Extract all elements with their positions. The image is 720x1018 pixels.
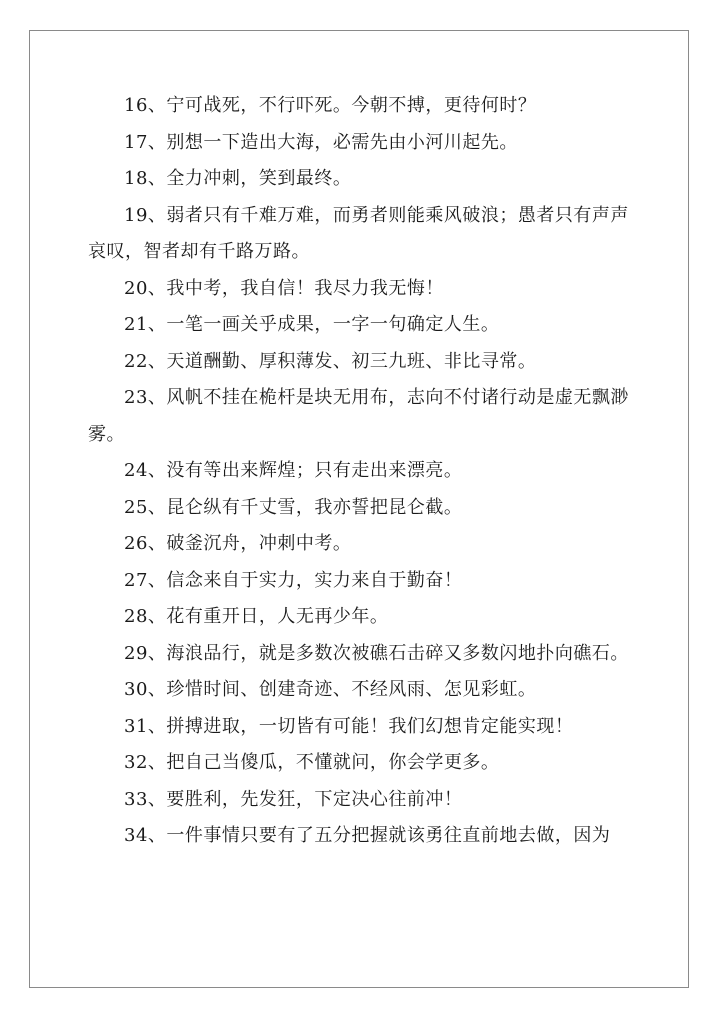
paragraph-18: 18、全力冲刺，笑到最终。 bbox=[124, 168, 352, 189]
paragraph-30: 30、珍惜时间、创建奇迹、不经风雨、怎见彩虹。 bbox=[124, 679, 537, 700]
paragraph-32: 32、把自己当傻瓜，不懂就问，你会学更多。 bbox=[124, 752, 500, 773]
paragraph-28: 28、花有重开日，人无再少年。 bbox=[124, 606, 389, 627]
paragraph-16: 16、宁可战死，不行吓死。今朝不搏，更待何时？ bbox=[124, 95, 537, 116]
paragraph-17: 17、别想一下造出大海，必需先由小河川起先。 bbox=[124, 131, 518, 153]
paragraph-26: 26、破釜沉舟，冲刺中考。 bbox=[124, 533, 352, 554]
paragraph-34: 34、一件事情只要有了五分把握就该勇往直前地去做，因为 bbox=[124, 825, 611, 846]
paragraph-25: 25、昆仑纵有千丈雪，我亦誓把昆仑截。 bbox=[124, 496, 463, 518]
paragraph-21: 21、一笔一画关乎成果，一字一句确定人生。 bbox=[124, 314, 500, 335]
paragraph-19: 19、弱者只有千难万难，而勇者则能乘风破浪；愚者只有声声哀叹，智者却有千路万路。 bbox=[88, 204, 629, 262]
paragraph-24: 24、没有等出来辉煌；只有走出来漂亮。 bbox=[124, 460, 463, 481]
paragraph-20: 20、我中考，我自信！我尽力我无悔！ bbox=[124, 277, 444, 299]
paragraph-31: 31、拼搏进取，一切皆有可能！我们幻想肯定能实现！ bbox=[124, 715, 574, 737]
document-body bbox=[88, 88, 636, 855]
paragraph-23: 23、风帆不挂在桅杆是块无用布，志向不付诸行动是虚无飘渺雾。 bbox=[88, 387, 629, 445]
paragraph-33: 33、要胜利，先发狂，下定决心往前冲！ bbox=[124, 788, 463, 810]
paragraph-29: 29、海浪品行，就是多数次被礁石击碎又多数闪地扑向礁石。 bbox=[124, 642, 629, 664]
paragraph-22: 22、天道酬勤、厚积薄发、初三九班、非比寻常。 bbox=[124, 350, 537, 372]
paragraph-27: 27、信念来自于实力，实力来自于勤奋！ bbox=[124, 569, 463, 591]
